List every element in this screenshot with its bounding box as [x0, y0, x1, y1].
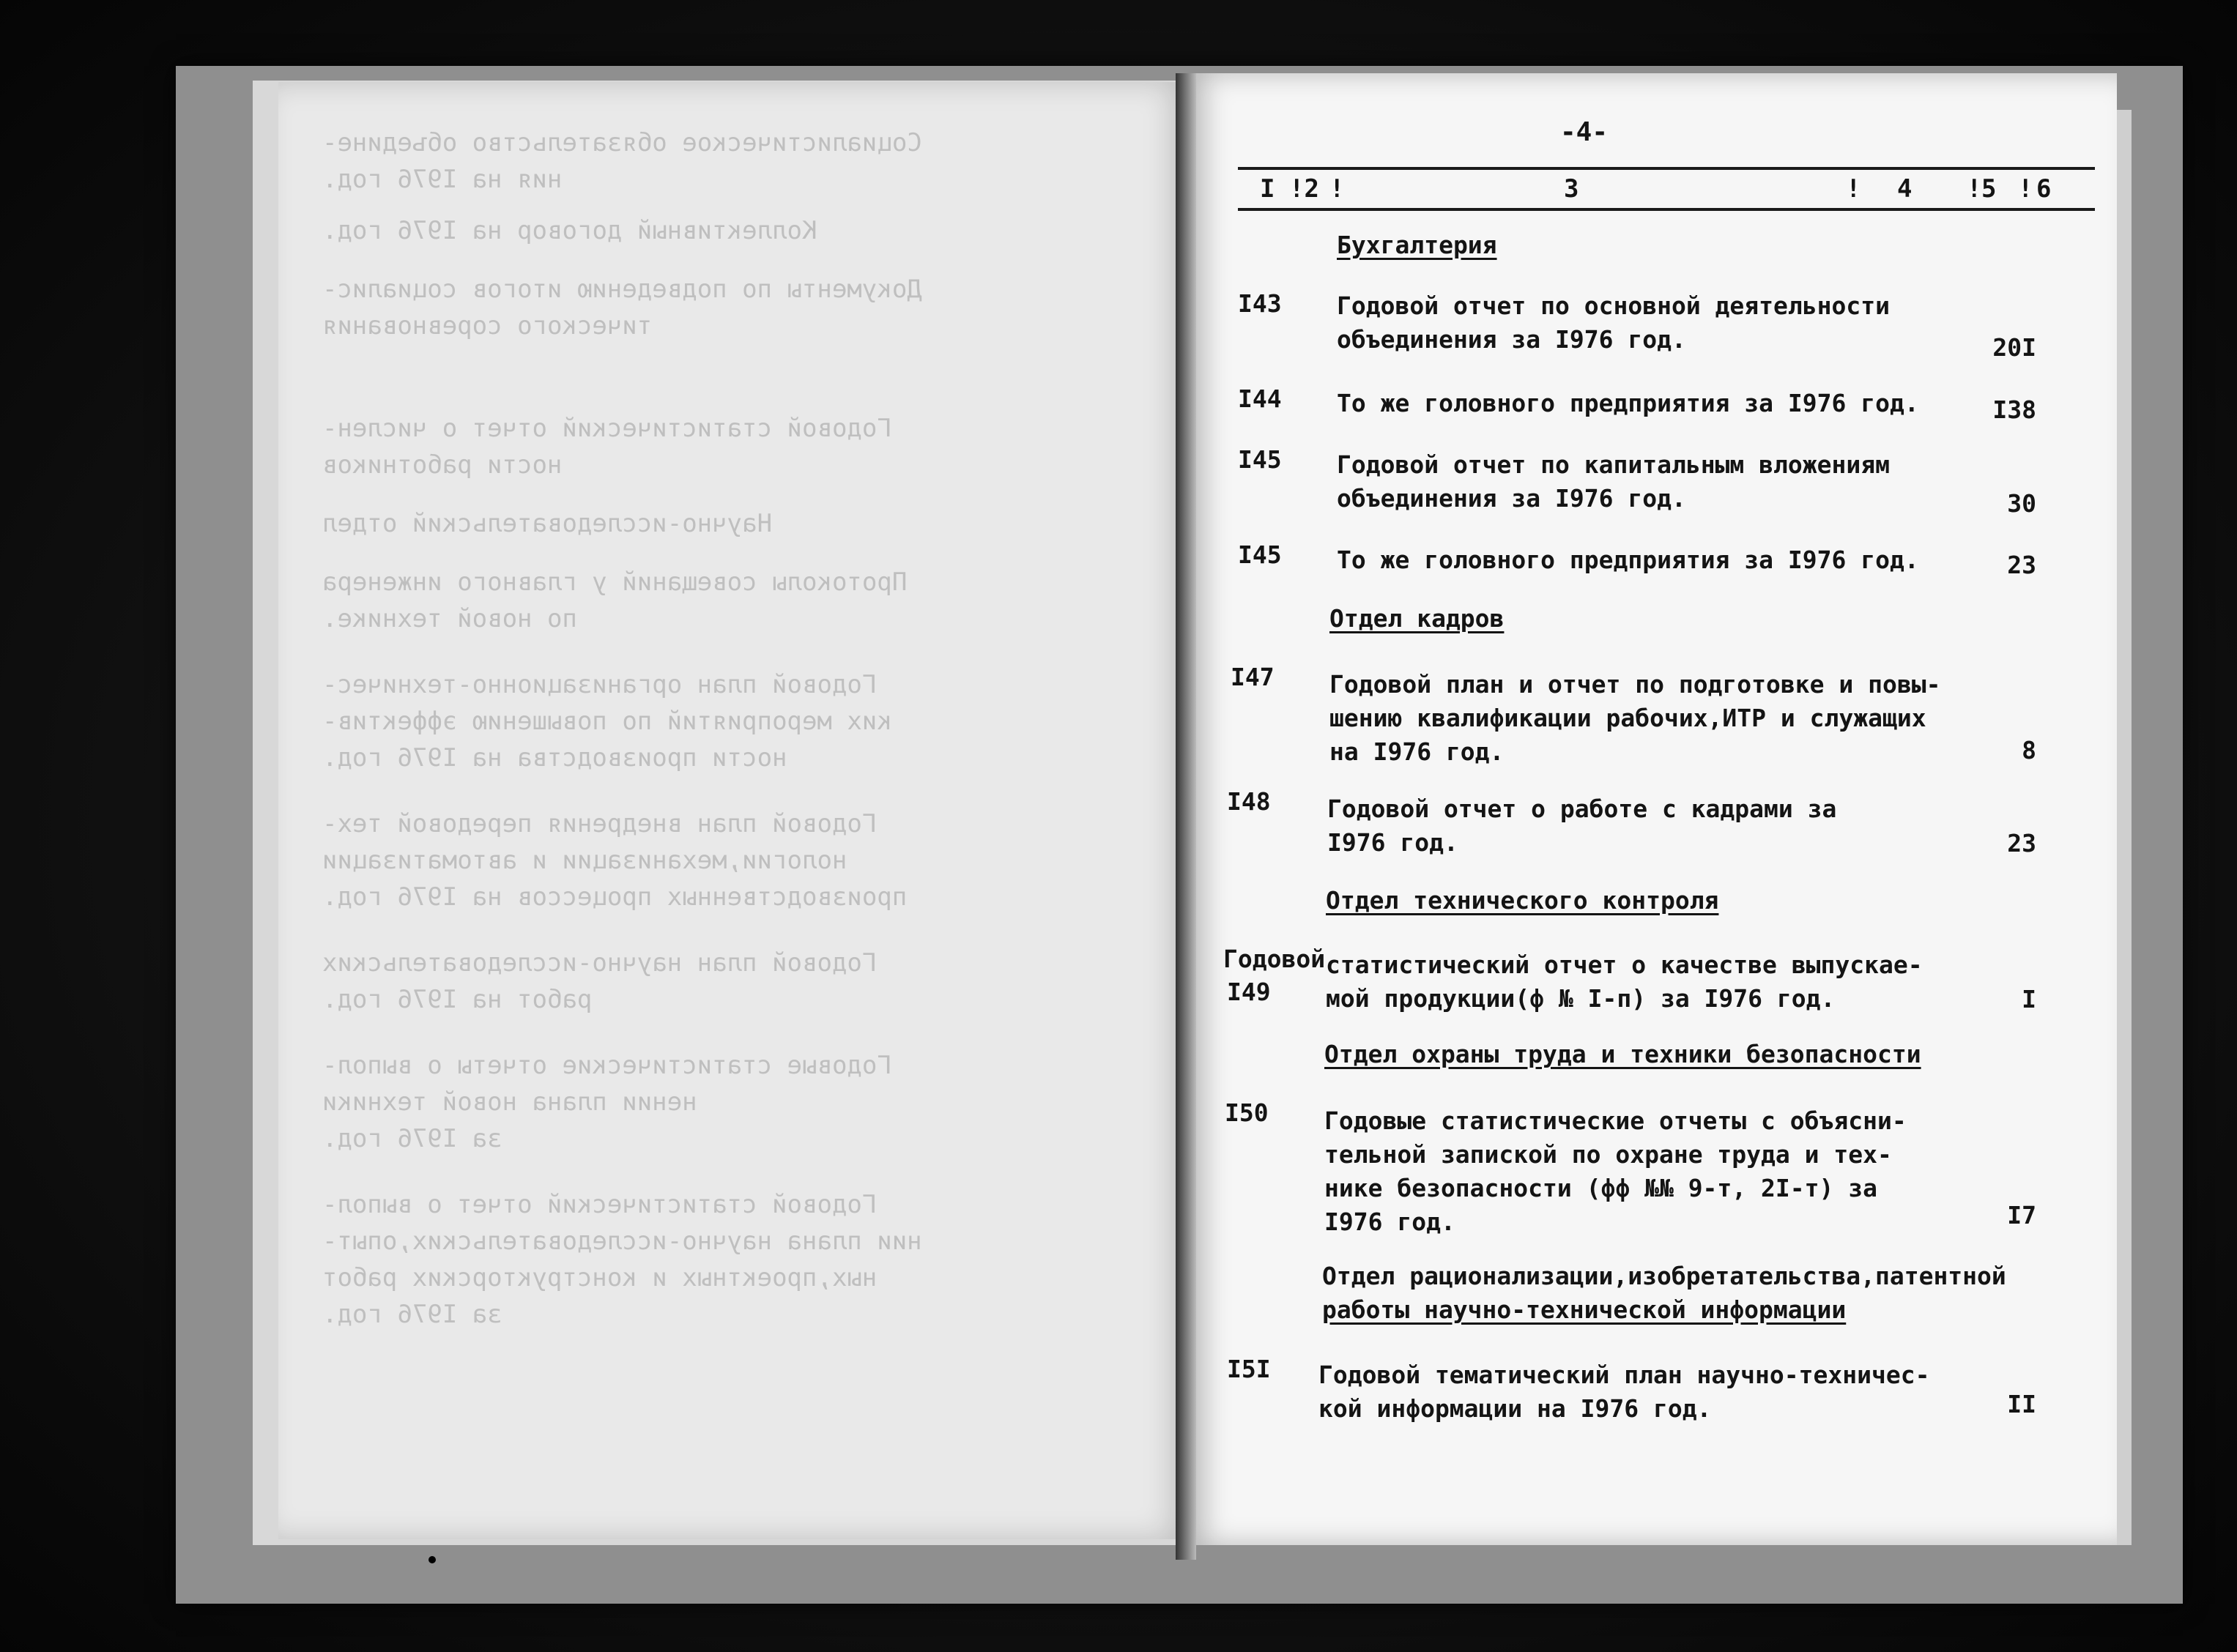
bleed-line: Социалистическое обязательство объедине-	[322, 128, 922, 157]
bleed-line: Годовой статистический отчет о выпол-	[322, 1190, 878, 1219]
row-title-line: объединения за I976 год.	[1337, 484, 1686, 513]
row-sheet-count: 23	[2007, 551, 2036, 579]
row-title-line: объединения за I976 год.	[1337, 325, 1686, 354]
row-number: I5I	[1227, 1355, 1271, 1383]
row-title-line: То же головного предприятия за I976 год.	[1337, 546, 1919, 574]
bleed-line: Годовые статистические отчеты о выпол-	[322, 1051, 892, 1080]
row-number: I45	[1238, 445, 1282, 474]
row-title-line: Годовой отчет по основной деятельности	[1337, 291, 1890, 320]
row-title-line: шению квалификации рабочих,ИТР и служащих	[1329, 704, 1926, 732]
row-number: I50	[1225, 1098, 1269, 1127]
row-title-line: тельной запиской по охране труда и тех-	[1324, 1140, 1892, 1169]
row-title-line: I976 год.	[1327, 828, 1458, 857]
bleed-line: Документы по подведению итогов социалис-	[322, 275, 922, 304]
row-title	[1337, 448, 1890, 516]
bleed-line: Годовой план внедрения передовой тех-	[322, 809, 878, 838]
row-title	[1318, 1358, 1929, 1426]
bleed-line: ных,проектных и конструкторских работ	[322, 1263, 878, 1292]
scan-dust-mark	[429, 1556, 436, 1563]
row-sheet-count: 20I	[1992, 333, 2036, 362]
row-title-line: кой информации на I976 год.	[1318, 1394, 1712, 1423]
row-title	[1324, 1104, 1907, 1239]
bleed-line: ких мероприятий по повышению эффектив-	[322, 707, 892, 736]
column-header-separator: !	[1329, 174, 1345, 204]
column-header-separator: !	[2018, 174, 2033, 204]
section-heading-labor-safety: Отдел охраны труда и техники безопасности	[1324, 1040, 1921, 1068]
row-title	[1337, 387, 1919, 420]
row-number: I48	[1227, 787, 1271, 816]
section-heading-line: работы научно-технической информации	[1322, 1295, 1847, 1324]
bleed-line: тического соревнования	[322, 311, 653, 341]
bleed-line: по новой технике.	[322, 604, 577, 633]
bleed-line: Годовой статистический отчет о числен-	[322, 414, 892, 443]
row-title-line: Годовые статистические отчеты с объясни-	[1324, 1106, 1907, 1135]
section-heading-personnel: Отдел кадров	[1329, 604, 1505, 633]
bleed-line: нении плана новой техники	[322, 1087, 697, 1117]
row-title	[1337, 289, 1890, 357]
column-header-6: 6	[2036, 174, 2052, 204]
row-title	[1327, 792, 1836, 860]
section-heading-line: Отдел рационализации,изобретательства,патентной	[1322, 1262, 2006, 1290]
row-sheet-count: I7	[2007, 1201, 2036, 1229]
row-title-line: То же головного предприятия за I976 год.	[1337, 389, 1919, 417]
row-sheet-count: I38	[1992, 395, 2036, 424]
row-title-line: Годовой тематический план научно-техничес-	[1318, 1361, 1930, 1389]
section-heading-quality-control: Отдел технического контроля	[1326, 886, 1719, 915]
row-title-line: Годовой отчет о работе с кадрами за	[1327, 795, 1837, 823]
row-number: I45	[1238, 540, 1282, 569]
bleed-line: Годовой план организационно-техничес-	[322, 670, 878, 699]
bleed-line: нии плана научно-исследовательских,опыт-	[322, 1227, 922, 1256]
column-header-5: 5	[1981, 174, 1997, 204]
bleed-line: ности работников	[322, 450, 563, 480]
row-sheet-count: 23	[2007, 829, 2036, 857]
bleed-line: Годовой план научно-исследовательских	[322, 948, 878, 978]
row-title-line: на I976 год.	[1329, 737, 1505, 766]
row-title	[1337, 543, 1919, 577]
bleed-line: нологии,механизации и автоматизации	[322, 846, 847, 875]
bleed-line: работ на I976 год.	[322, 985, 593, 1014]
row-sheet-count: 8	[2022, 736, 2036, 764]
column-header-3: 3	[1564, 174, 1579, 204]
row-title-line: I976 год.	[1324, 1208, 1455, 1236]
column-header-separator: !	[1846, 174, 1861, 204]
bleed-line: производственных процессов на I976 год.	[322, 882, 908, 912]
row-number: I49	[1227, 978, 1271, 1006]
row-number: I47	[1231, 663, 1275, 691]
bleed-line: за I976 год.	[322, 1124, 502, 1153]
row-title	[1326, 948, 1923, 1016]
bleed-line: ния на I976 год.	[322, 165, 563, 194]
bleed-line: ности производства на I976 год.	[322, 743, 787, 773]
row-sheet-count: 30	[2007, 489, 2036, 518]
book-gutter	[1176, 73, 1196, 1560]
row-number-prefix: Годовой	[1223, 945, 1326, 973]
row-title-line: статистический отчет о качестве выпускае-	[1326, 950, 1923, 979]
row-sheet-count: I	[2022, 985, 2036, 1013]
bleed-line: Научно-исследовательский отдел	[322, 509, 773, 538]
bleed-line: за I976 год.	[322, 1300, 502, 1329]
row-title	[1329, 668, 1940, 769]
section-heading-rationalization	[1322, 1260, 2006, 1327]
row-sheet-count: II	[2007, 1390, 2036, 1418]
header-rule-bottom	[1238, 208, 2095, 211]
row-number: I43	[1238, 289, 1282, 318]
bleed-line: Коллективный договор на I976 год.	[322, 216, 817, 245]
column-header-separator: !	[1967, 174, 1982, 204]
row-title-line: нике безопасности (фф №№ 9-т, 2I-т) за	[1324, 1174, 1877, 1202]
row-title-line: Годовой план и отчет по подготовке и повы-	[1329, 670, 1941, 699]
page-number: -4-	[1560, 117, 1609, 147]
left-page-bleed-through	[308, 124, 1157, 1443]
column-header-1: I	[1260, 174, 1275, 204]
row-number: I44	[1238, 384, 1282, 413]
column-header-4: 4	[1897, 174, 1913, 204]
section-heading-accounting: Бухгалтерия	[1337, 231, 1497, 259]
row-title-line: мой продукции(ф № I-п) за I976 год.	[1326, 984, 1836, 1013]
column-header-2: !2	[1289, 174, 1319, 204]
bleed-line: Протоколы совещаний у главного инженера	[322, 568, 908, 597]
header-rule-top	[1238, 167, 2095, 170]
row-title-line: Годовой отчет по капитальным вложениям	[1337, 450, 1890, 479]
